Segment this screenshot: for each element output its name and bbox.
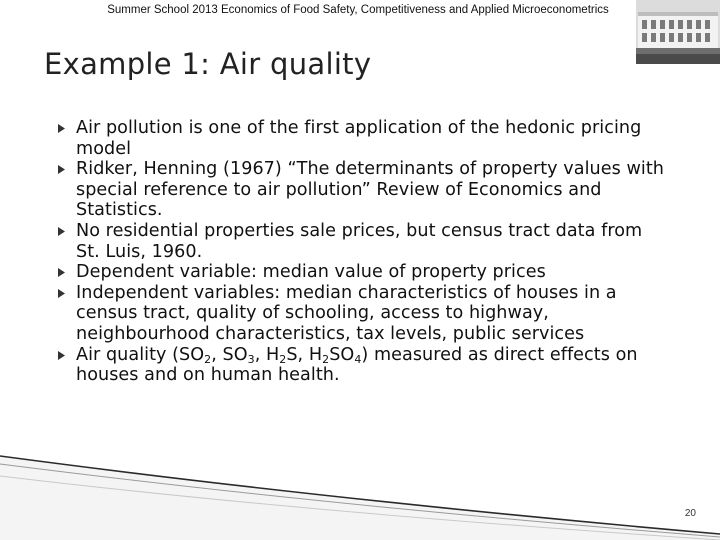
bullet-text: Air pollution is one of the first application of the hedonic pricing model: [76, 118, 642, 159]
bullet-text: No residential properties sale prices, but census tract data from St. Luis, 1960.: [76, 220, 643, 262]
bullet-icon: [58, 268, 65, 277]
list-item: [58, 118, 670, 159]
bullet-icon: [58, 289, 65, 298]
list-item: [58, 221, 670, 262]
bullet-text: Dependent variable: median value of property prices: [76, 262, 546, 283]
page-number: 20: [684, 508, 696, 519]
list-item: [58, 262, 670, 283]
bullet-text: Independent variables: median characteristics of houses in a census tract, quality of schooling, access to highway, neighbourhood characteristics, tax levels, public services: [76, 282, 617, 344]
list-item: [58, 345, 670, 386]
decorative-swoosh: [0, 450, 720, 540]
building-photo: [636, 0, 720, 64]
text-part: Air quality (SO: [76, 344, 205, 365]
list-item: [58, 283, 670, 345]
text-part: ) measured as direct effects on houses and on human health.: [76, 344, 638, 386]
bullet-icon: [58, 351, 65, 360]
subscript: 2: [204, 352, 212, 366]
bullet-text: Ridker, Henning (1967) “The determinants of property values with special reference to air pollution” Review of Economics and Statistics.: [76, 159, 664, 221]
text-part: SO: [329, 344, 355, 365]
text-part: , H: [254, 344, 280, 365]
subscript: 3: [247, 352, 255, 366]
slide-title: Example 1: Air quality: [44, 47, 372, 81]
header-text: Summer School 2013 Economics of Food Safety, Competitiveness and Applied Microeconometrics: [107, 4, 609, 16]
bullet-text: [76, 345, 638, 386]
text-part: S, H: [286, 344, 323, 365]
subscript: 4: [354, 352, 362, 366]
bullet-list: [58, 118, 670, 386]
bullet-icon: [58, 165, 65, 174]
subscript: 2: [279, 352, 287, 366]
subscript: 2: [322, 352, 330, 366]
text-part: , SO: [211, 344, 248, 365]
list-item: [58, 159, 670, 221]
bullet-icon: [58, 227, 65, 236]
bullet-icon: [58, 124, 65, 133]
